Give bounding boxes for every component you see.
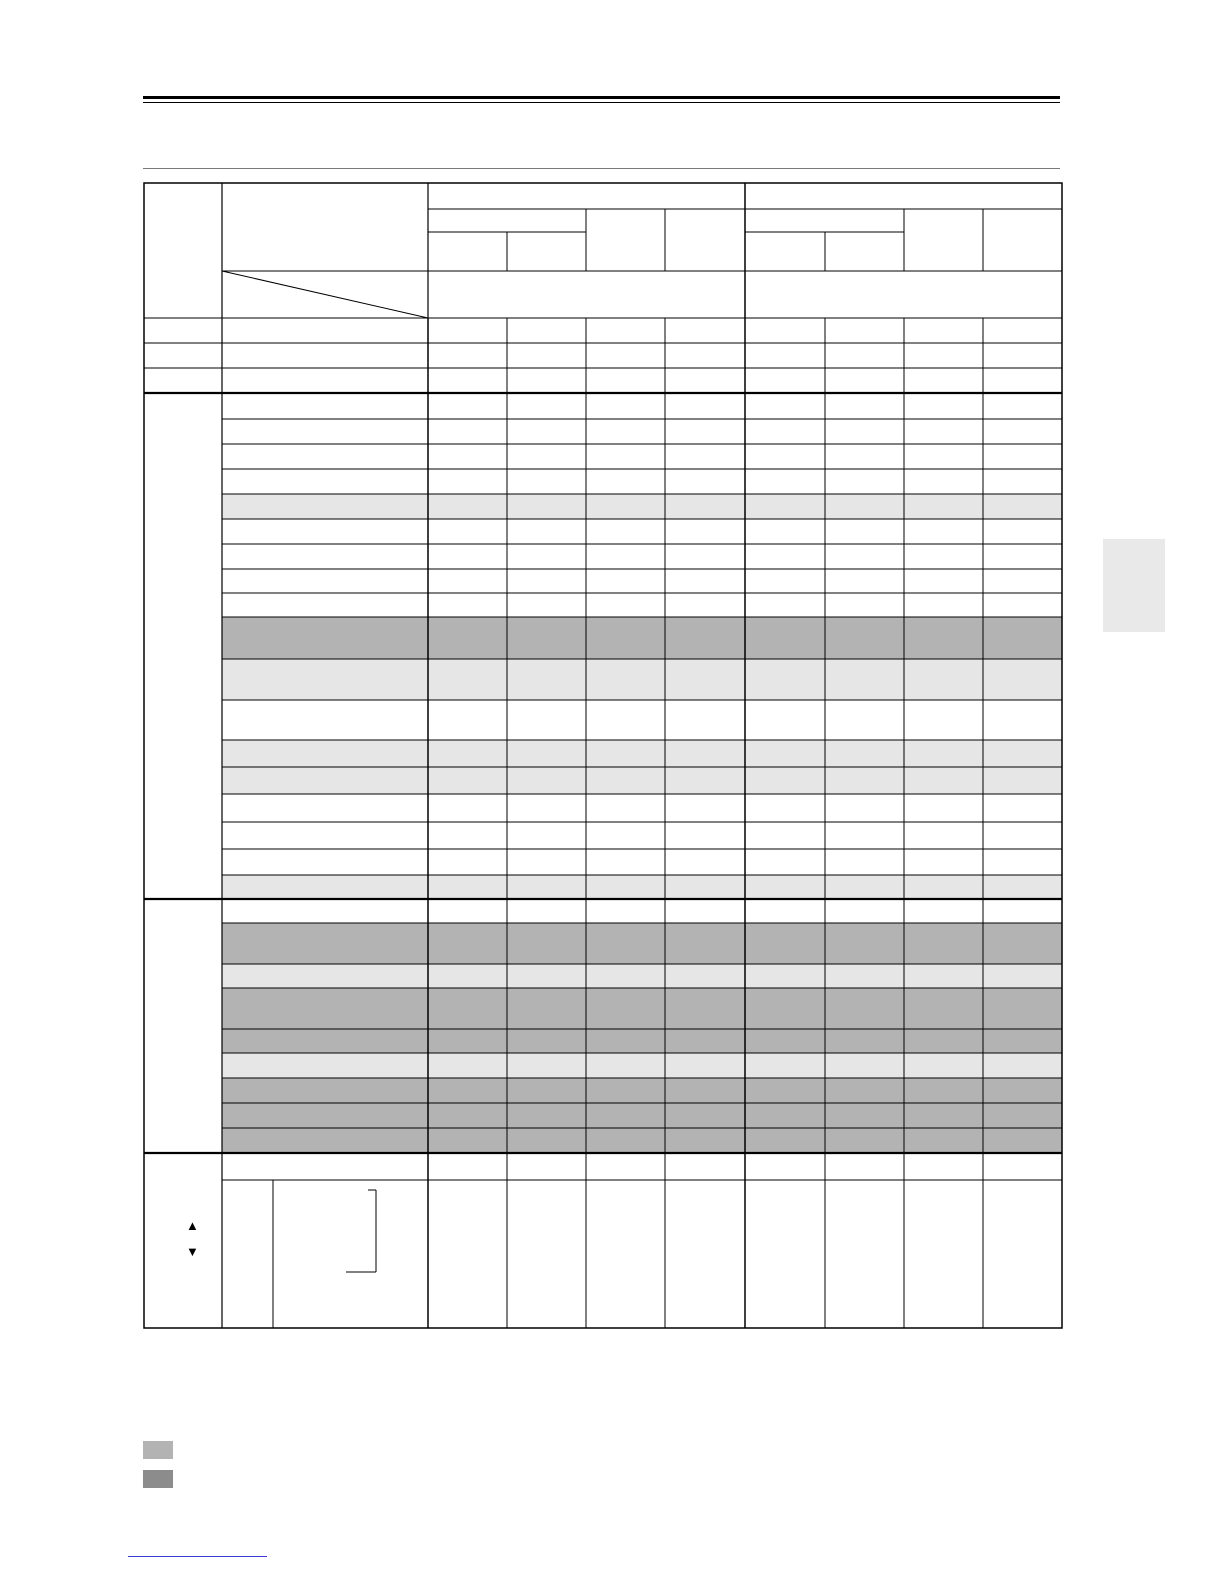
row-shade-mid [222,1078,1062,1103]
row-shade-mid [222,617,1062,659]
footer-link-underline [128,1556,267,1557]
row-shade-mid [222,923,1062,964]
row-shade-light [222,964,1062,988]
row-shade-light [222,767,1062,794]
row-shade-light [222,494,1062,519]
row-shade-light [222,659,1062,700]
row-shade-mid [222,1029,1062,1053]
down-arrow-icon: ▼ [186,1244,199,1259]
row-shade-light [222,875,1062,899]
legend-swatch-light [143,1441,173,1459]
diagonal-header-line [222,271,428,318]
legend-swatch-dark [143,1470,173,1488]
row-shade-light [222,740,1062,767]
row-shade-light [222,1053,1062,1078]
up-arrow-icon: ▲ [186,1218,199,1233]
row-shade-mid [222,1128,1062,1153]
row-shade-mid [222,988,1062,1029]
row-shade-mid [222,1103,1062,1128]
